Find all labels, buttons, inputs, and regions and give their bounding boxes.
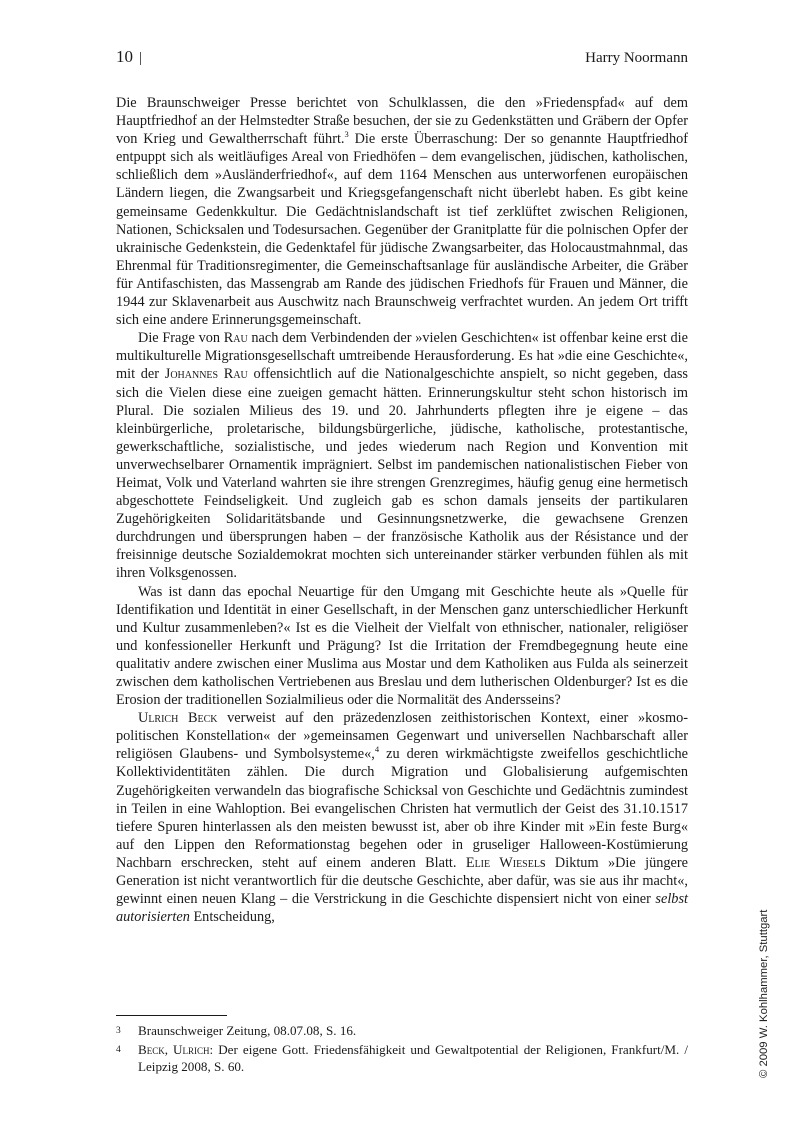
footnotes [116, 1022, 688, 1076]
paragraph-2 [116, 329, 688, 582]
author-name: Beck, Ulrich [138, 1041, 210, 1057]
paragraph-text: Entscheidung, [189, 909, 275, 926]
citation-text: : Der eigene Gott. Friedensfähigkeit und Gewaltpotential der Religionen, Frankfurt/M. / Leipzig 2008, S. 60. [138, 1041, 688, 1074]
person-name: Elie Wiesel [465, 854, 540, 871]
paragraph-text: Die Frage von [138, 330, 224, 347]
running-header [116, 47, 688, 67]
paragraph-text: s Diktum »Die jüngere Generation ist nicht verantwortlich für die deutsche Geschichte, aber dafür, was sie aus ihr macht«, gewinnt einen neuen Klang – die Verstrickung in die Geschichte dispensiert nicht von einer [116, 854, 688, 908]
paragraph-1 [116, 94, 688, 329]
paragraph-4 [116, 709, 688, 926]
header-separator: | [139, 50, 143, 66]
paragraph-text: offensichtlich auf die Nationalgeschichte anspielt, so nicht gegeben, dass sich die Vielen diese eine zueigen gemacht hätten. Erinnerungskultur steht schon historisch im Plural. Die sozialen Milieus des 19. und 20. Jahrhunderts pflegten ihre je eigene – das kleinbürgerliche, proletarische, bildungsbürgerliche, jüdische, katholische, protestantische, gewerkschaftliche, sozialistische, und jedes wiederum nach Region und Konvention mit unverwechselbarer Ornamentik imprägniert. Selbst im pandemischen nationalistischen Fieber von Heimat, Volk und Vaterland wahrten sie ihre strengen Grenzregimes, häufig genug eine hermetisch abgeschottete Feindseligkeit. Und zugleich gab es schon damals jenseits der partikularen Zugehörigkeiten Solidaritätsbande und Gesinnungsnetzwerke, die gewachsene Grenzen durchdrungen und übersprungen haben – der französische Katholik aus der Résistance und der freisinnige deutsche Sozialdemokrat mochten sich untereinander stärker verbunden fühlen als mit ihren Volksgenossen. [116, 366, 688, 582]
paragraph-text: nach dem Verbindenden der »vielen Geschichten« ist offenbar keine erst die multikulturelle Migrationsgesellschaft umtreibende Herausforderung. Es hat »die eine Geschichte«, mit der [116, 330, 688, 383]
footnote-ref-3[interactable]: 3 [344, 129, 349, 140]
paragraph-text: zu deren wirkmächtigste zweifellos geschichtliche Kollektividentitäten zählen. Die durch Migration und Globalisierung aufgemischten Zugehörigkeiten verwandeln das biografische Schicksal von Geschichte und Gedächtnis zumindest in Teilen in eine Wahloption. Bei evangelischen Christen hat vermutlich der Geist des 31.10.1517 tiefere Spuren hinterlassen als den meisten bewusst ist, aber ob ihre Kinder mit »Ein feste Burg« auf den Lippen den Reformationstag begehen oder in gruseliger Halloween-Kostümierung Nachbarn erschrecken, steht auf einem anderen Blatt. [116, 746, 689, 871]
paragraph-text: Die Braunschweiger Presse berichtet von Schulklassen, die den »Friedenspfad« auf dem Hauptfriedhof an der Helmstedter Straße besuchen, der sie zu Gedenkstätten und Gräbern der Opfer von Krieg und Gewaltherrschaft führt. [116, 95, 688, 148]
footnote-text: Braunschweiger Zeitung, 08.07.08, S. 16. [138, 1023, 357, 1038]
footnote-3 [116, 1022, 688, 1041]
paragraph-text: verweist auf den präzedenzlosen zeithistorischen Kontext, einer »kosmopolitischen Konstellation« der »gemeinsamen Gegenwart und universellen Nachbarschaft aller religiösen Glaubens- und Symbolsysteme«, [116, 710, 689, 763]
footnote-4 [116, 1041, 688, 1076]
main-text [116, 94, 688, 926]
footnote-ref-4[interactable]: 4 [374, 744, 380, 755]
person-name: Johannes Rau [164, 366, 248, 383]
page-number: 10 [116, 47, 133, 66]
copyright-notice: © 2009 W. Kohlhammer, Stuttgart [758, 909, 770, 1078]
emphasis: selbst autorisierten [116, 891, 688, 926]
paragraph-text: Die erste Überraschung: Der so genannte Hauptfriedhof entpuppt sich als weitläufiges Areal von Friedhöfen – dem evangelischen, jüdischen, katholischen, schließlich dem »Ausländerfriedhof«, auf dem 1164 Menschen aus unterworfenen europäischen Ländern liegen, die Zwangsarbeit und Kriegsgefangenschaft nicht überlebt haben. Es gibt keine gemeinsame Gedenkkultur. Die Gedächtnislandschaft ist tief zerklüftet zwischen Religionen, Nationen, Schicksalen und Todesursachen. Gegenüber der Granitplatte für die polnischen Opfer der ukrainische Gedenkstein, die Gedenktafel für jüdische Zwangsarbeiter, das Holocaustmahnmal, das Ehrenmal für Traditionsregimenter, die Gemeinschaftsanlage für ausländische Arbeiter, die Gräber für Antifaschisten, das Massengrab am Rande des jüdischen Friedhofs für Frauen und Männer, die 1944 zur Sklavenarbeit aus Auschwitz nach Braunschweig verfrachtet wurden. An jedem Ort trifft sich eine andere Erinnerungsgemeinschaft. [116, 131, 688, 329]
person-name: Ulrich Beck [138, 710, 218, 727]
footnote-text [138, 1041, 688, 1076]
paragraph-3: Was ist dann das epochal Neuartige für den Umgang mit Geschichte heute als »Quelle für Identifikation und Identität in einer Gesellschaft, in der Menschen ganz unterschiedlicher Herkunft und Kultur zusammenleben?« Ist es die Vielheit der Vielfalt von ethnischer, nationaler, religiöser und konfessioneller Herkunft und Prägung? Ist die Irritation der Fremdbegegnung heute eine qualitativ andere zwischen einer Muslima aus Mostar und dem Katholiken aus Fulda als seinerzeit zwischen dem katholischen Vertriebenen aus Breslau und dem lutherischen Oldenburger? Ist es die Erosion der traditionellen Sozialmilieus oder die Normalität des Andersseins? [116, 583, 688, 709]
footnote-number: 4 [116, 1044, 121, 1055]
footnote-rule [116, 1015, 227, 1016]
page-number-group [116, 47, 142, 67]
running-head-author: Harry Noormann [585, 50, 688, 66]
footnote-number: 3 [116, 1026, 121, 1036]
person-name: Rau [223, 330, 248, 347]
